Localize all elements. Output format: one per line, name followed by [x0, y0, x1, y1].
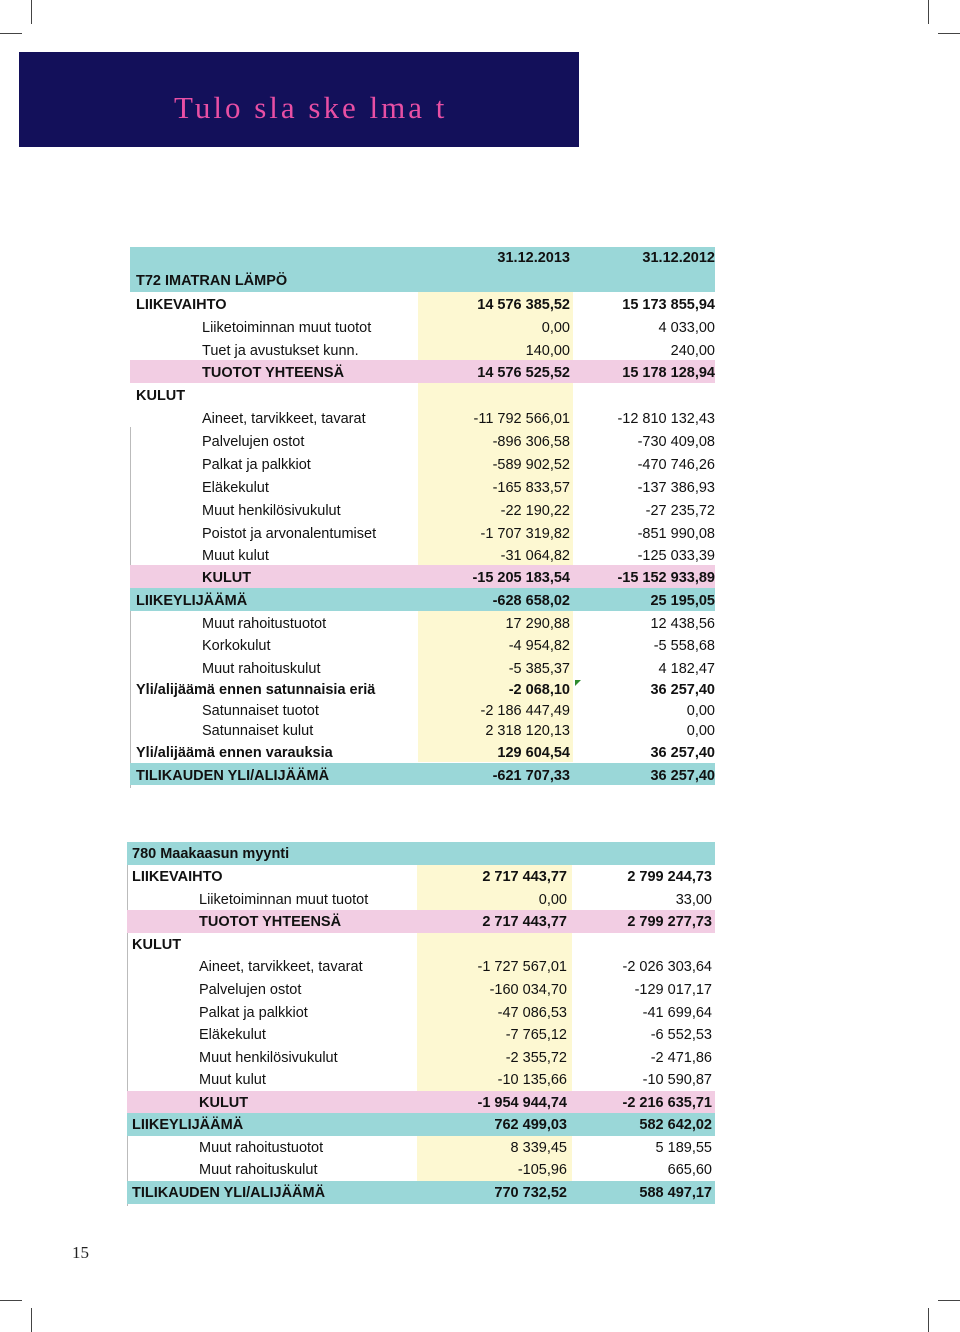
value-2012: 5 189,55 [655, 1140, 712, 1156]
value-2012: 240,00 [670, 343, 715, 359]
row-label: LIIKEVAIHTO [136, 297, 227, 313]
value-2012: -2 216 635,71 [622, 1095, 712, 1111]
row-label: LIIKEVAIHTO [132, 869, 223, 885]
value-2012: 25 195,05 [650, 593, 715, 609]
value-2013: -1 707 319,82 [480, 526, 570, 542]
value-2012: 15 173 855,94 [622, 297, 715, 313]
income-statement-table-1 [130, 247, 715, 788]
row-label: Muut henkilösivukulut [199, 1050, 338, 1066]
sheet-edge [127, 842, 128, 1206]
row-label: TILIKAUDEN YLI/ALIJÄÄMÄ [136, 768, 330, 784]
value-2012: -6 552,53 [650, 1027, 712, 1043]
crop-mark [938, 33, 960, 34]
value-2012: 4 182,47 [658, 661, 715, 677]
value-2013: 140,00 [525, 343, 570, 359]
column-header-2012: 31.12.2012 [642, 250, 715, 266]
row-label: Muut rahoitustuotot [199, 1140, 324, 1156]
row-label: KULUT [132, 937, 182, 953]
value-2013: 17 290,88 [505, 616, 570, 632]
value-2012: -10 590,87 [642, 1072, 712, 1088]
row-label: Palkat ja palkkiot [199, 1005, 308, 1021]
crop-mark [928, 0, 929, 24]
row-label: Tuet ja avustukset kunn. [202, 343, 359, 359]
value-2012: 12 438,56 [650, 616, 715, 632]
value-2012: 2 799 244,73 [627, 869, 712, 885]
row-label: Muut kulut [202, 548, 269, 564]
value-2012: 36 257,40 [650, 768, 715, 784]
value-2013: -896 306,58 [492, 434, 570, 450]
value-2013: -621 707,33 [492, 768, 570, 784]
column-header-2013: 31.12.2013 [497, 250, 570, 266]
value-2012: 36 257,40 [650, 745, 715, 761]
row-label: Muut henkilösivukulut [202, 503, 341, 519]
value-2012: -851 990,08 [637, 526, 715, 542]
value-2013: -160 034,70 [489, 982, 567, 998]
value-2013: 762 499,03 [494, 1117, 567, 1133]
value-2013: 2 717 443,77 [482, 914, 567, 930]
value-2012: -2 471,86 [650, 1050, 712, 1066]
row-label: Aineet, tarvikkeet, tavarat [199, 959, 363, 975]
value-2012: 0,00 [686, 703, 715, 719]
value-2012: 15 178 128,94 [622, 365, 715, 381]
value-2012: -2 026 303,64 [622, 959, 712, 975]
value-2013: -628 658,02 [492, 593, 570, 609]
comment-marker-icon [575, 680, 581, 686]
value-2013: -2 068,10 [508, 682, 570, 698]
row-label: Muut rahoituskulut [202, 661, 321, 677]
row-label: Aineet, tarvikkeet, tavarat [202, 411, 366, 427]
row-label: Palkat ja palkkiot [202, 457, 311, 473]
value-2012: -15 152 933,89 [617, 570, 715, 586]
value-2013: 14 576 385,52 [477, 297, 570, 313]
value-2013: -5 385,37 [508, 661, 570, 677]
row-label: LIIKEYLIJÄÄMÄ [132, 1117, 244, 1133]
value-2013: 129 604,54 [497, 745, 570, 761]
value-2012: -12 810 132,43 [617, 411, 715, 427]
page-title: Tulo sla ske lma t [174, 90, 448, 125]
value-2012: 582 642,02 [639, 1117, 712, 1133]
row-label: Palvelujen ostot [202, 434, 305, 450]
value-2013: 2 717 443,77 [482, 869, 567, 885]
row-label: Korkokulut [202, 638, 271, 654]
row-label: Muut rahoituskulut [199, 1162, 318, 1178]
value-2012: 588 497,17 [639, 1185, 712, 1201]
value-2013: 14 576 525,52 [477, 365, 570, 381]
row-label: TUOTOT YHTEENSÄ [199, 914, 342, 930]
value-2012: -730 409,08 [637, 434, 715, 450]
value-2012: -27 235,72 [645, 503, 715, 519]
value-2012: -125 033,39 [637, 548, 715, 564]
row-label: Satunnaiset tuotot [202, 703, 319, 719]
value-2012: 2 799 277,73 [627, 914, 712, 930]
crop-mark [31, 0, 32, 24]
value-2013: 770 732,52 [494, 1185, 567, 1201]
value-2013: -2 355,72 [505, 1050, 567, 1066]
value-2012: 36 257,40 [650, 682, 715, 698]
value-2013: -1 727 567,01 [477, 959, 567, 975]
value-2012: 4 033,00 [658, 320, 715, 336]
row-label: Yli/alijäämä ennen varauksia [136, 745, 333, 761]
page-number: 15 [72, 1243, 89, 1262]
value-2012: -5 558,68 [653, 638, 715, 654]
value-2013: -22 190,22 [500, 503, 570, 519]
row-label: Palvelujen ostot [199, 982, 302, 998]
value-2013: 8 339,45 [510, 1140, 567, 1156]
value-2013: -31 064,82 [500, 548, 570, 564]
value-2013: -2 186 447,49 [480, 703, 570, 719]
row-label: Muut kulut [199, 1072, 266, 1088]
value-2012: 33,00 [675, 892, 712, 908]
row-label: LIIKEYLIJÄÄMÄ [136, 593, 248, 609]
value-2013: -47 086,53 [497, 1005, 567, 1021]
value-2013: -15 205 183,54 [472, 570, 570, 586]
crop-mark [938, 1300, 960, 1301]
value-2013: 2 318 120,13 [485, 723, 570, 739]
value-2013: -1 954 944,74 [477, 1095, 567, 1111]
crop-mark [928, 1308, 929, 1332]
row-label: Muut rahoitustuotot [202, 616, 327, 632]
row-label: Poistot ja arvonalentumiset [202, 526, 377, 542]
crop-mark [0, 1300, 22, 1301]
row-label: Eläkekulut [202, 480, 269, 496]
value-2013: -11 792 566,01 [473, 411, 570, 427]
row-label: KULUT [202, 570, 252, 586]
value-2012: 665,60 [667, 1162, 712, 1178]
crop-mark [31, 1308, 32, 1332]
value-2013: -105,96 [517, 1162, 567, 1178]
row-label: Eläkekulut [199, 1027, 266, 1043]
value-2013: -4 954,82 [508, 638, 570, 654]
row-label: Satunnaiset kulut [202, 723, 314, 739]
row-label: TILIKAUDEN YLI/ALIJÄÄMÄ [132, 1185, 326, 1201]
value-2013: -165 833,57 [492, 480, 570, 496]
row-label: KULUT [136, 388, 186, 404]
value-2013: -589 902,52 [492, 457, 570, 473]
table-title: T72 IMATRAN LÄMPÖ [136, 273, 288, 289]
row-label: Liiketoiminnan muut tuotot [202, 320, 372, 336]
table-title: 780 Maakaasun myynti [132, 846, 290, 862]
value-2013: 0,00 [538, 892, 567, 908]
income-statement-table-2 [127, 842, 715, 1206]
row-label: Liiketoiminnan muut tuotot [199, 892, 369, 908]
value-2012: -470 746,26 [637, 457, 715, 473]
row-label: KULUT [199, 1095, 249, 1111]
value-2012: -41 699,64 [642, 1005, 712, 1021]
value-2012: 0,00 [686, 723, 715, 739]
row-label: Yli/alijäämä ennen satunnaisia eriä [136, 682, 376, 698]
row-label: TUOTOT YHTEENSÄ [202, 365, 345, 381]
value-2012: -129 017,17 [634, 982, 712, 998]
crop-mark [0, 33, 22, 34]
value-2012: -137 386,93 [637, 480, 715, 496]
value-2013: -7 765,12 [505, 1027, 567, 1043]
value-2013: -10 135,66 [497, 1072, 567, 1088]
value-2013: 0,00 [541, 320, 570, 336]
